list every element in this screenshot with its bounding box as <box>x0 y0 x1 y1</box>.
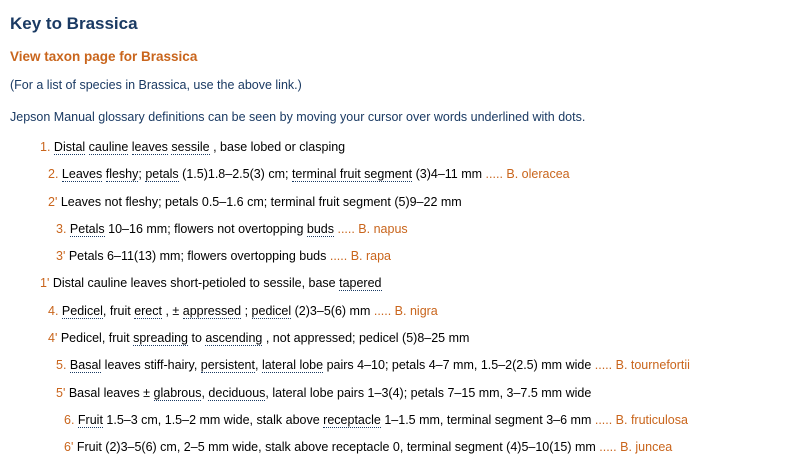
glossary-term[interactable]: terminal fruit segment <box>291 167 413 182</box>
key-step-number: 5. <box>56 358 67 373</box>
key-text: Distal cauline leaves short-petioled to sessile, base <box>52 276 340 291</box>
key-text: Fruit (2)3–5(6) cm, 2–5 mm wide, stalk above receptacle 0, terminal segment (4)5–10(15) mm <box>76 440 596 455</box>
key-text: 1–1.5 mm, terminal segment 3–6 mm <box>380 412 592 427</box>
page-title: Key to Brassica <box>10 14 138 33</box>
key-row <box>10 134 800 161</box>
key-row <box>10 380 800 407</box>
key-text: , <box>201 385 209 400</box>
glossary-term[interactable]: spreading <box>133 331 188 346</box>
glossary-term[interactable]: sessile <box>171 140 210 154</box>
glossary-term[interactable]: Fruit <box>77 412 103 427</box>
key-row <box>10 216 800 243</box>
key-text: 10–16 mm; flowers not overtopping <box>104 221 307 236</box>
glossary-term[interactable]: erect <box>134 303 162 318</box>
species-list-note: (For a list of species in Brassica, use the above link.) <box>10 78 302 92</box>
key-text: Basal leaves ± <box>68 385 154 400</box>
key-text: (3)4–11 mm <box>412 167 483 182</box>
key-text: ; <box>241 303 252 318</box>
key-step-number: 5' <box>56 385 66 400</box>
glossary-note: Jepson Manual glossary definitions can be seen by moving your cursor over words underlined with dots. <box>10 110 586 124</box>
key-step-number: 6' <box>64 440 74 455</box>
glossary-term[interactable]: appressed <box>182 303 242 318</box>
glossary-term[interactable]: tapered <box>339 276 382 291</box>
key-step-number: 4' <box>48 331 58 346</box>
key-row <box>10 298 800 325</box>
key-text: , <box>254 358 262 373</box>
species-result-link[interactable]: ..... B. nigra <box>373 303 438 318</box>
key-row <box>10 270 800 297</box>
dichotomous-key <box>10 134 800 462</box>
key-row <box>10 434 800 461</box>
key-step-number: 1. <box>40 140 51 154</box>
key-text: , base lobed or clasping <box>209 140 346 154</box>
key-step-number: 3' <box>56 249 66 264</box>
glossary-term[interactable]: fleshy <box>105 167 139 182</box>
species-result-link[interactable]: ..... B. tournefortii <box>594 358 690 373</box>
key-text: , fruit <box>102 303 135 318</box>
glossary-term[interactable]: deciduous <box>208 385 266 400</box>
key-row <box>10 161 800 188</box>
glossary-term[interactable]: receptacle <box>323 412 381 427</box>
species-result-link[interactable]: ..... B. napus <box>337 221 408 236</box>
key-text: , ± <box>161 303 183 318</box>
key-row <box>10 325 800 352</box>
key-text: Leaves not fleshy; petals 0.5–1.6 cm; terminal fruit segment (5)9–22 mm <box>60 194 462 209</box>
glossary-term[interactable]: persistent <box>200 358 255 373</box>
glossary-term[interactable]: buds <box>306 221 334 236</box>
key-text: , not appressed; pedicel (5)8–25 mm <box>262 331 470 346</box>
glossary-term[interactable]: Distal <box>53 140 86 154</box>
key-text: Petals 6–11(13) mm; flowers overtopping buds <box>68 249 327 264</box>
glossary-term[interactable]: glabrous <box>153 385 202 400</box>
key-step-number: 2' <box>48 194 58 209</box>
key-text: , lateral lobe pairs 1–3(4); petals 7–15 mm, 3–7.5 mm wide <box>265 385 592 400</box>
species-result-link[interactable]: ..... B. oleracea <box>485 167 570 182</box>
key-text: (1.5)1.8–2.5(3) cm; <box>178 167 292 182</box>
key-step-number: 1' <box>40 276 50 291</box>
species-result-link[interactable]: ..... B. fruticulosa <box>594 412 688 427</box>
species-result-link[interactable]: ..... B. juncea <box>599 440 673 455</box>
key-step-number: 3. <box>56 221 67 236</box>
key-row <box>10 352 800 379</box>
key-row <box>10 189 800 216</box>
species-result-link[interactable]: ..... B. rapa <box>329 249 391 264</box>
key-text: pairs 4–10; petals 4–7 mm, 1.5–2(2.5) mm wide <box>323 358 592 373</box>
glossary-term[interactable]: ascending <box>205 331 263 346</box>
key-row <box>10 243 800 270</box>
key-step-number: 4. <box>48 303 59 318</box>
glossary-term[interactable]: petals <box>145 167 179 182</box>
key-row <box>10 407 800 434</box>
key-text: Pedicel, fruit <box>60 331 134 346</box>
glossary-term[interactable]: Basal <box>69 358 102 373</box>
key-step-number: 2. <box>48 167 59 182</box>
key-text: (2)3–5(6) mm <box>291 303 371 318</box>
glossary-term[interactable]: cauline <box>88 140 129 154</box>
key-text: 1.5–3 cm, 1.5–2 mm wide, stalk above <box>102 412 324 427</box>
key-text: to <box>188 331 206 346</box>
glossary-term[interactable]: pedicel <box>251 303 292 318</box>
key-text: ; <box>138 167 146 182</box>
glossary-term[interactable]: Leaves <box>61 167 103 182</box>
key-text: leaves stiff-hairy, <box>101 358 201 373</box>
glossary-term[interactable]: lateral lobe <box>261 358 324 373</box>
glossary-term[interactable]: Pedicel <box>61 303 103 318</box>
glossary-term[interactable]: leaves <box>131 140 168 154</box>
view-taxon-link[interactable]: View taxon page for Brassica <box>10 49 198 64</box>
key-step-number: 6. <box>64 412 75 427</box>
glossary-term[interactable]: Petals <box>69 221 105 236</box>
